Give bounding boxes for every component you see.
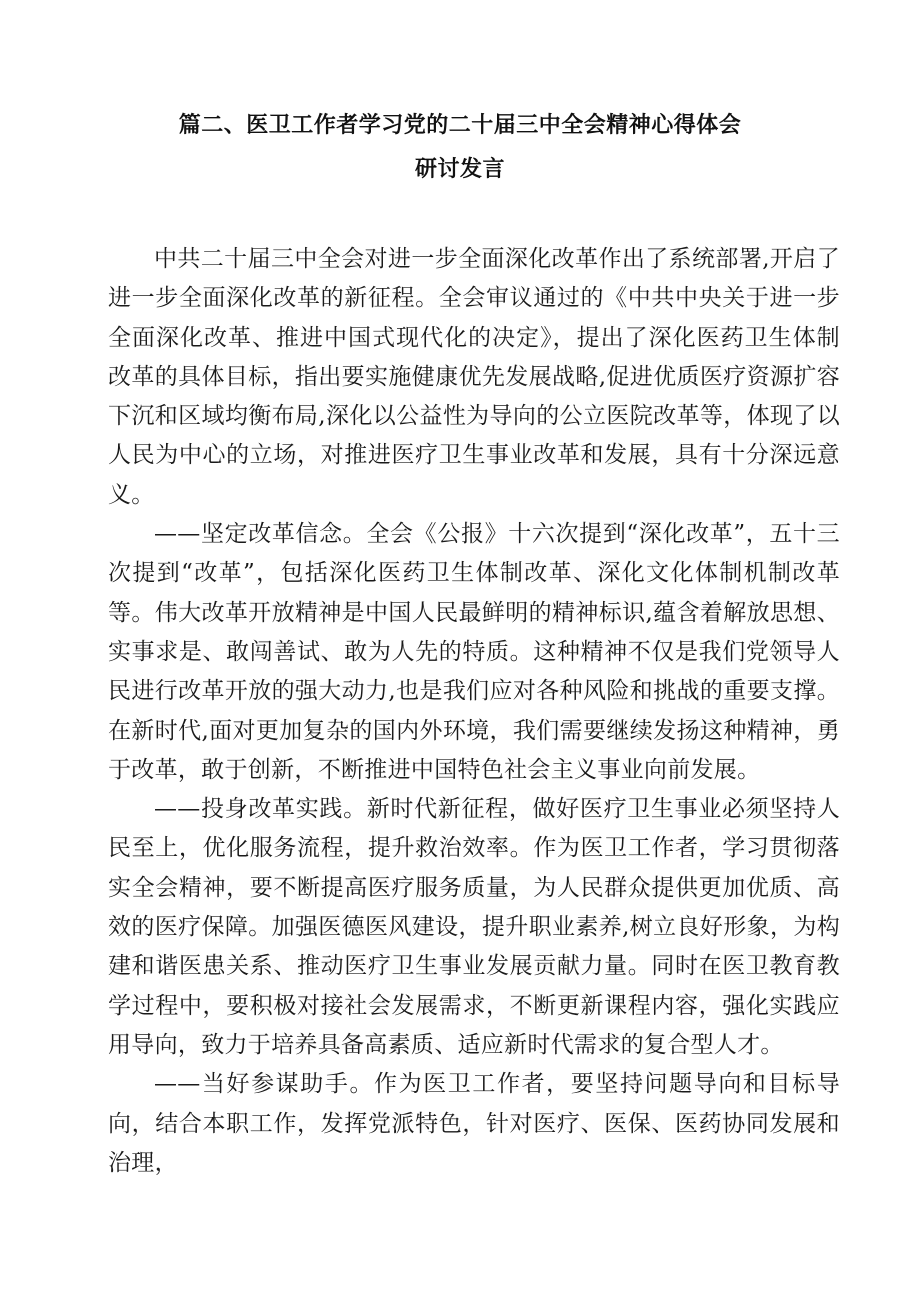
document-body <box>108 240 840 1183</box>
paragraph-intro: 中共二十届三中全会对进一步全面深化改革作出了系统部署,开启了进一步全面深化改革的新征程。全会审议通过的《中共中央关于进一步全面深化改革、推进中国式现代化的决定》，提出了深化医药卫生体制改革的具体目标，指出要实施健康优先发展战略,促进优质医疗资源扩容下沉和区域均衡布局,深化以公益性为导向的公立医院改革等，体现了以人民为中心的立场，对推进医疗卫生事业改革和发展，具有十分深远意义。 <box>108 246 840 508</box>
document-title <box>0 104 920 192</box>
paragraph-advisor-role: ——当好参谋助手。作为医卫工作者，要坚持问题导向和目标导向，结合本职工作，发挥党派特色，针对医疗、医保、医药协同发展和治理， <box>108 1071 840 1176</box>
title-line-1: 篇二、医卫工作者学习党的二十届三中全会精神心得体会 <box>178 113 742 138</box>
paragraph-reform-practice: ——投身改革实践。新时代新征程，做好医疗卫生事业必须坚持人民至上，优化服务流程，提升救治效率。作为医卫工作者，学习贯彻落实全会精神，要不断提高医疗服务质量，为人民群众提供更加优质、高效的医疗保障。加强医德医风建设，提升职业素养,树立良好形象，为构建和谐医患关系、推动医疗卫生事业发展贡献力量。同时在医卫教育教学过程中，要积极对接社会发展需求，不断更新课程内容，强化实践应用导向，致力于培养具备高素质、适应新时代需求的复合型人才。 <box>108 796 840 1058</box>
paragraph-reform-belief: ——坚定改革信念。全会《公报》十六次提到“深化改革”，五十三次提到“改革”，包括深化医药卫生体制改革、深化文化体制机制改革等。伟大改革开放精神是中国人民最鲜明的精神标识,蕴含着解放思想、实事求是、敢闯善试、敢为人先的特质。这种精神不仅是我们党领导人民进行改革开放的强大动力,也是我们应对各种风险和挑战的重要支撑。在新时代,面对更加复杂的国内外环境，我们需要继续发扬这种精神，勇于改革，敢于创新，不断推进中国特色社会主义事业向前发展。 <box>108 521 840 783</box>
title-line-2: 研讨发言 <box>414 157 505 182</box>
